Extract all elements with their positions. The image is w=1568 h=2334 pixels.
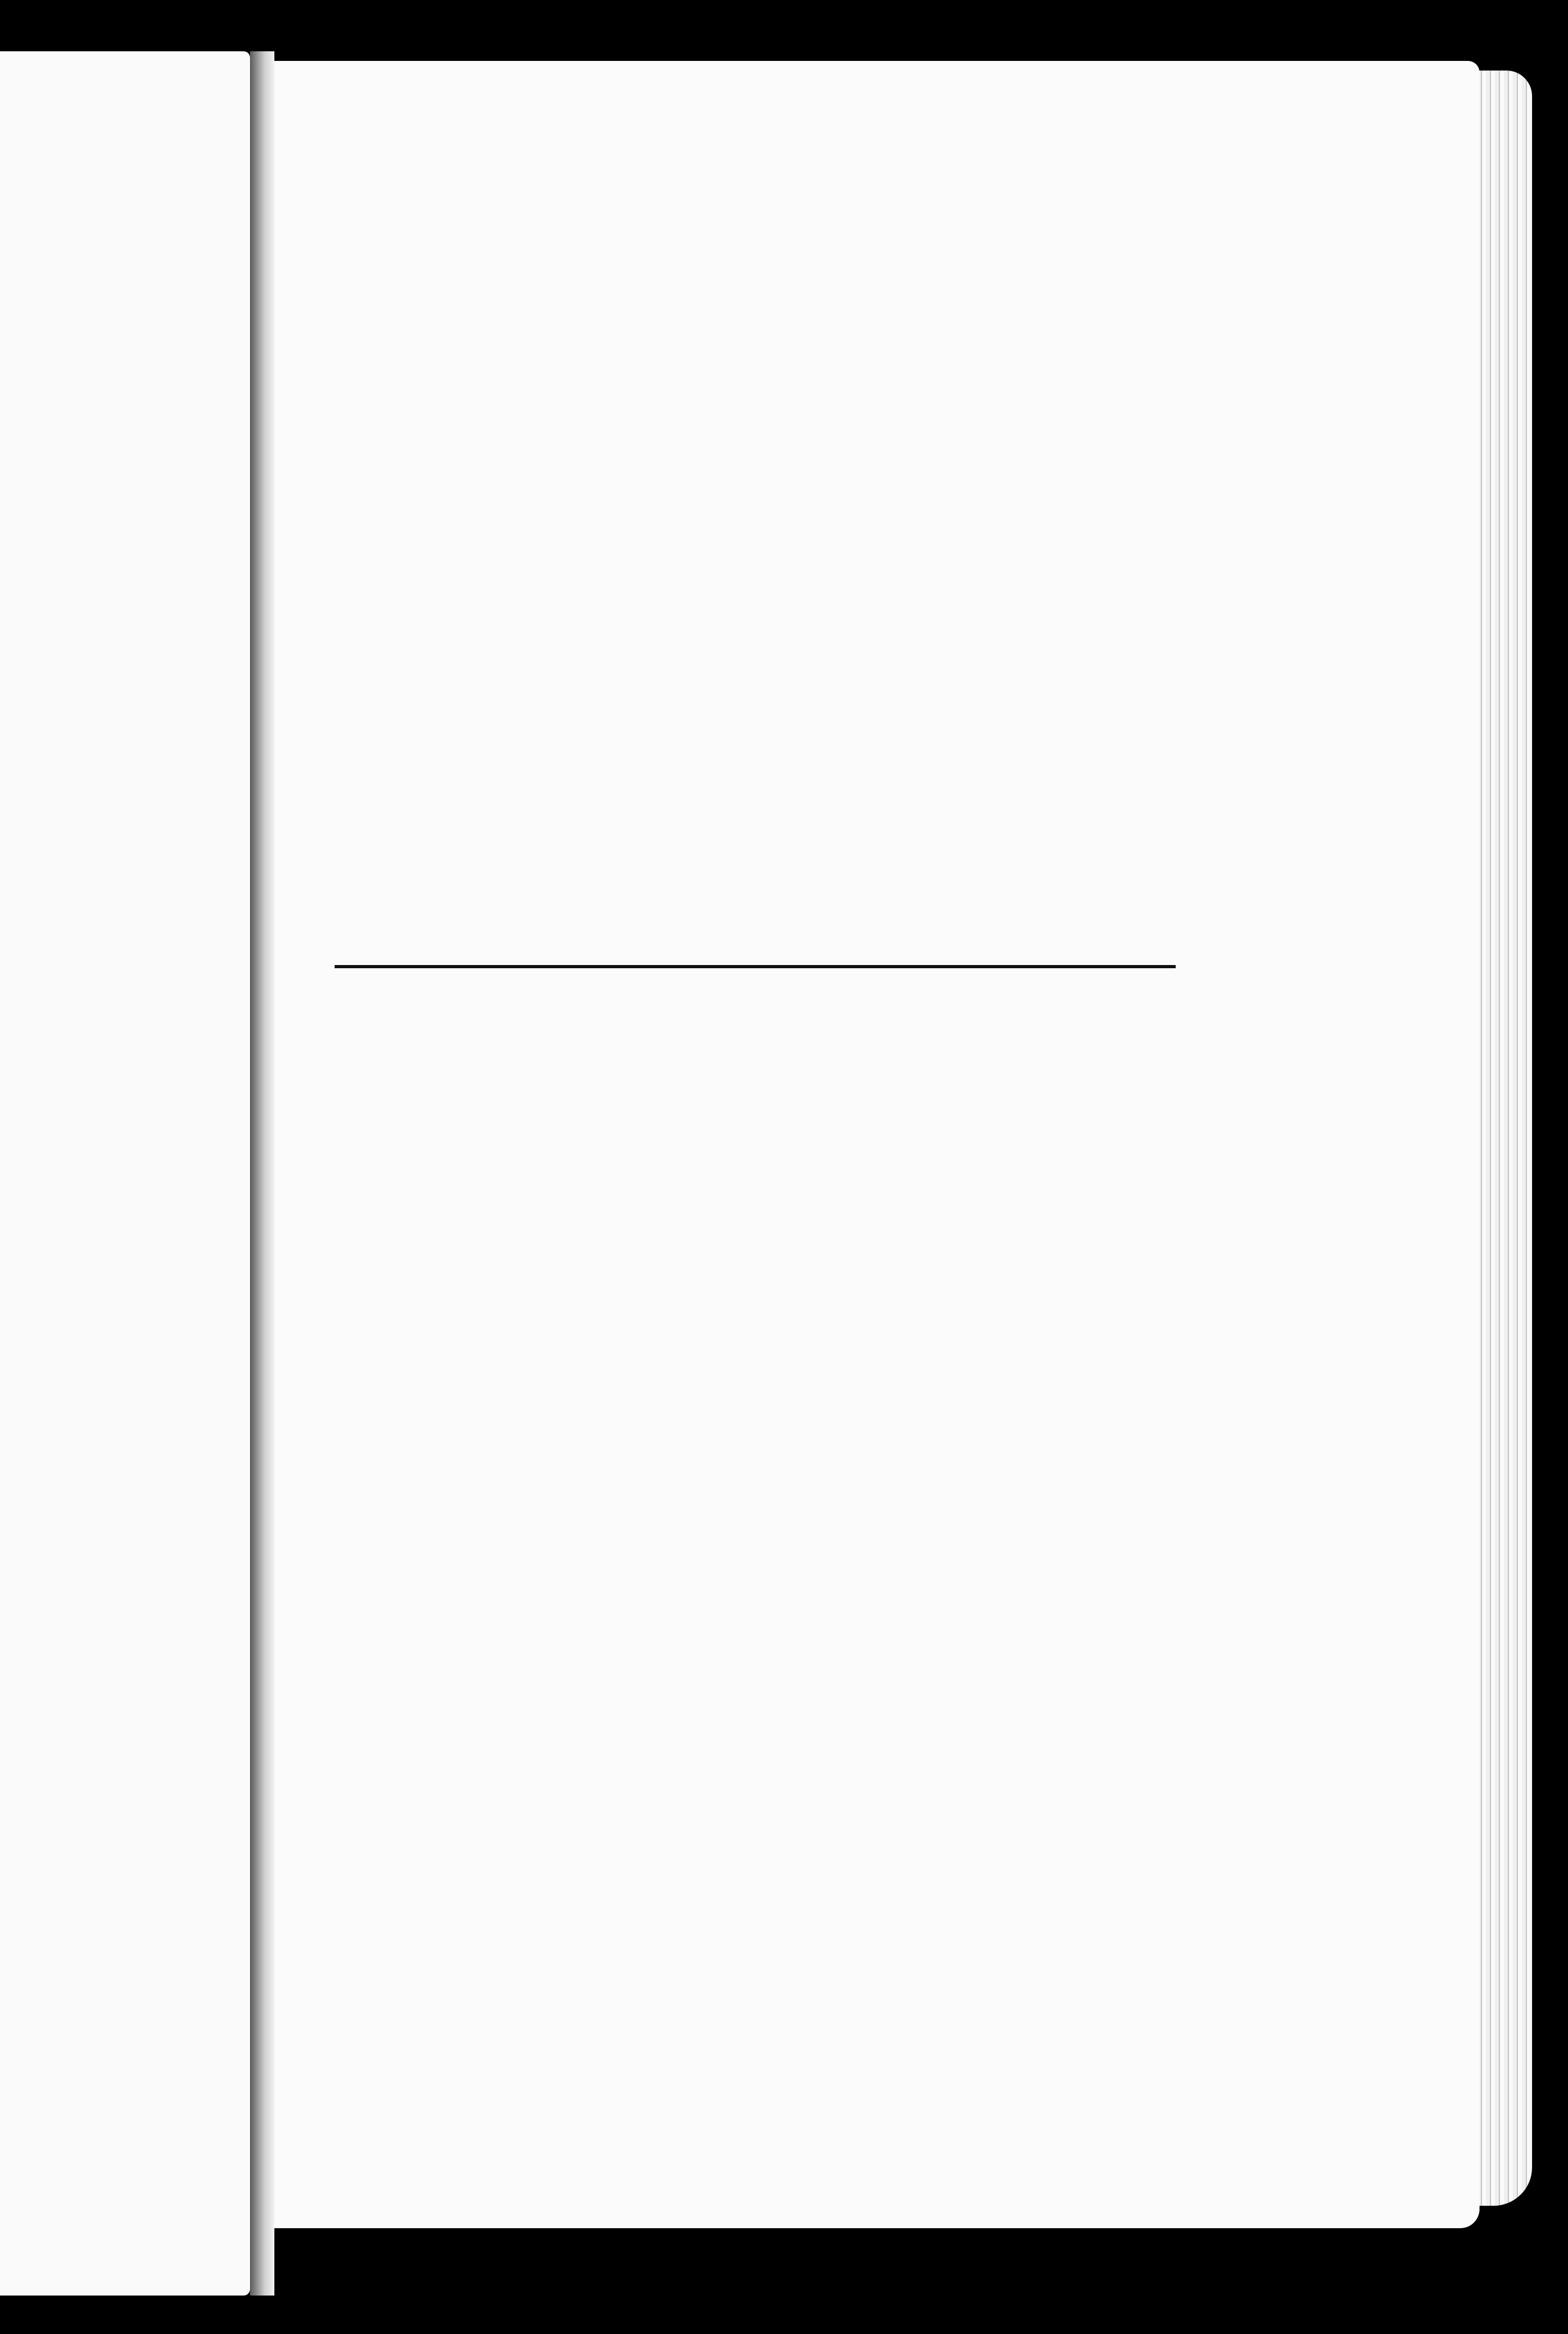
book-gutter [250, 51, 274, 2296]
left-page [0, 51, 250, 2296]
right-page [274, 61, 1480, 2228]
footnote-rule [335, 965, 1176, 968]
